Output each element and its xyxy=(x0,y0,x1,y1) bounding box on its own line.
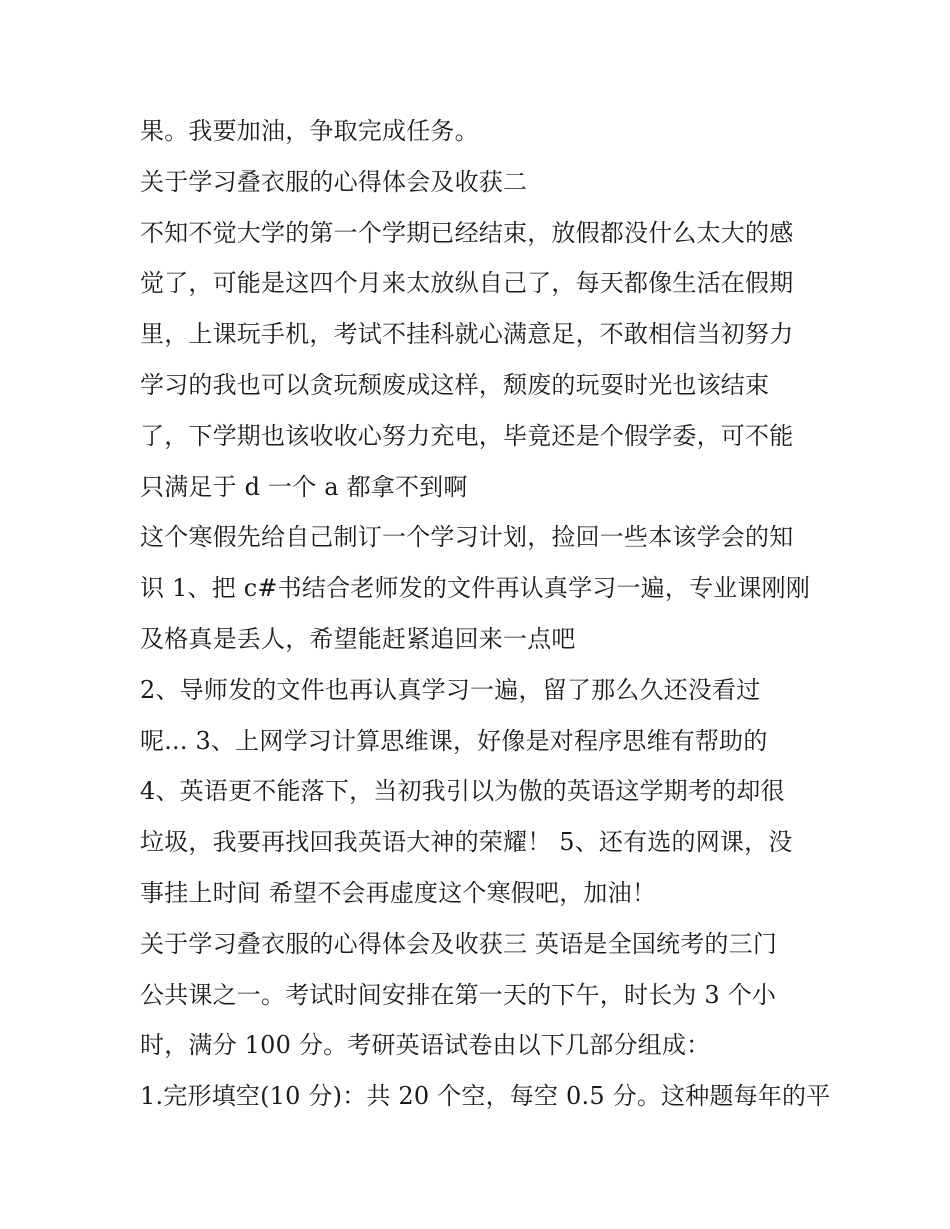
text-line-8: 只满足于 d 一个 a 都拿不到啊 xyxy=(140,472,468,501)
text-line-9: 这个寒假先给自己制订一个学习计划，捡回一些本该学会的知 xyxy=(140,523,794,552)
text-line-16: 事挂上时间 希望不会再虚度这个寒假吧，加油！ xyxy=(140,878,657,907)
text-line-6: 学习的我也可以贪玩颓废成这样，颓废的玩耍时光也该结束 xyxy=(140,370,770,399)
text-line-1: 果。我要加油，争取完成任务。 xyxy=(140,117,479,145)
text-line-18: 公共课之一。考试时间安排在第一天的下午，时长为 3 个小 xyxy=(140,980,777,1009)
text-line-7: 了，下学期也该收收心努力充电，毕竟还是个假学委，可不能 xyxy=(140,421,794,450)
text-line-12: 2、导师发的文件也再认真学习一遍，留了那么久还没看过 xyxy=(140,675,761,704)
section-heading-3: 关于学习叠衣服的心得体会及收获三 英语是全国统考的三门 xyxy=(140,929,778,958)
text-line-19: 时，满分 100 分。考研英语试卷由以下几部分组成： xyxy=(140,1031,711,1060)
text-line-5: 里，上课玩手机，考试不挂科就心满意足，不敢相信当初努力 xyxy=(140,320,794,349)
section-heading-2: 关于学习叠衣服的心得体会及收获二 xyxy=(140,167,528,196)
document-body xyxy=(140,106,830,1122)
text-line-20: 1.完形填空(10 分)：共 20 个空，每空 0.5 分。这种题每年的平 xyxy=(140,1082,831,1111)
text-line-14: 4、英语更不能落下，当初我引以为傲的英语这学期考的却很 xyxy=(140,777,785,806)
text-line-13: 呢... 3、上网学习计算思维课，好像是对程序思维有帮助的 xyxy=(140,726,768,755)
text-line-4: 觉了，可能是这四个月来太放纵自己了，每天都像生活在假期 xyxy=(140,269,794,298)
text-line-3: 不知不觉大学的第一个学期已经结束，放假都没什么太大的感 xyxy=(140,218,794,247)
text-line-11: 及格真是丢人，希望能赶紧追回来一点吧 xyxy=(140,624,576,653)
text-line-15: 垃圾，我要再找回我英语大神的荣耀！ 5、还有选的网课，没 xyxy=(140,828,793,857)
text-line-10: 识 1、把 c#书结合老师发的文件再认真学习一遍，专业课刚刚 xyxy=(140,574,811,603)
